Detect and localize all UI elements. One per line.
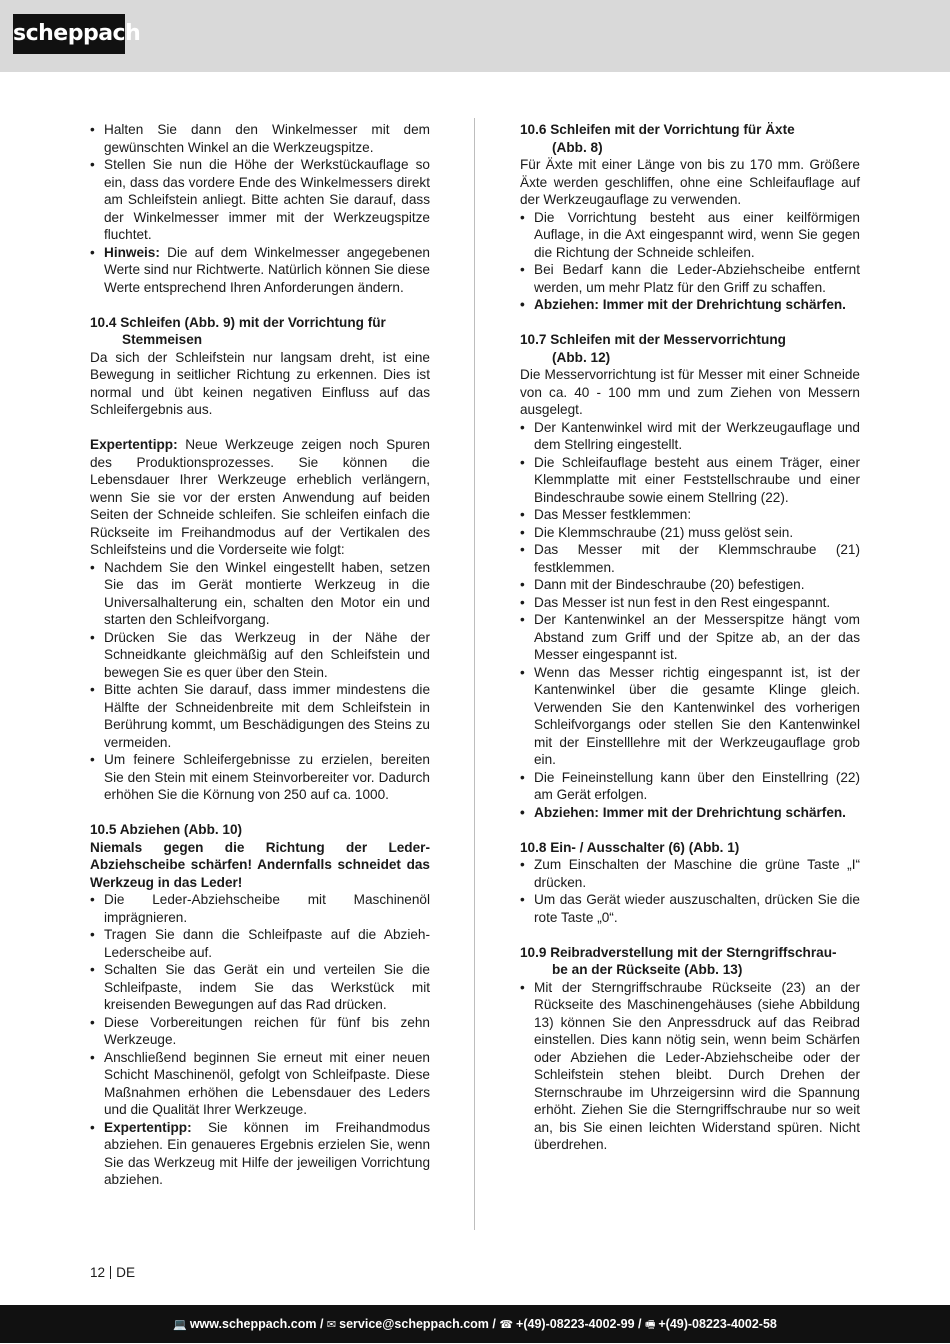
expert-tip: Expertentipp: Neue Werkzeuge zeigen noch Spuren des Produktionsprozesses. Sie können die Lebensdauer Ihrer Werkzeuge erheblich verlängern, wenn Sie sie vor der ersten Anwendung auf beiden Seiten der Schneide schleifen. Sie schleifen einfach die Rückseite im Freihandmodus auf der Vertikalen des Schleifsteins und die Vorderseite wie folgt: — [90, 437, 430, 557]
phone-icon: ☎ — [499, 1318, 514, 1331]
list-item: • Halten Sie dann den Winkelmesser mit dem gewünschten Winkel an die Werkzeugspitze. — [90, 121, 430, 156]
list-item: • Um das Gerät wieder auszuschalten, drücken Sie die rote Taste „0“. — [520, 891, 860, 926]
bullet-list — [520, 856, 860, 926]
list-item: • Mit der Sterngriffschraube Rückseite (23) an der Rückseite des Maschinengehäuses (siehe Abbildung 13) können Sie den Anpressdruck auf das Reibrad einstellen. Dies kann nötig sein, wenn beim Schärfen oder Abziehen die Leder-Abziehscheibe oder der Schleifstein stehen bleibt. Durch Drehen der Sternschraube im Uhrzeigersinn wird die Spannung erhöht. Ziehen Sie die Sterngriffschraube nur so weit an, bis Sie einen leichten Widerstand spüren. Nicht überdrehen. — [520, 979, 860, 1154]
note-label: Hinweis: — [104, 244, 160, 260]
list-item: • Der Kantenwinkel wird mit der Werkzeugauflage und dem Stellring eingestellt. — [520, 419, 860, 454]
footer-fax: +(49)-08223-4002-58 — [658, 1317, 777, 1331]
note-text: Die auf dem Winkelmesser angegebenen Werte sind nur Richtwerte. Natürlich können Sie diese Werte entsprechend Ihren Anforderungen ändern. — [104, 244, 430, 295]
list-item: • Der Kantenwinkel an der Messerspitze hängt vom Abstand zum Griff und der Spitze ab, an der das Messer eingespannt ist. — [520, 611, 860, 664]
list-item: • Stellen Sie nun die Höhe der Werkstückauflage so ein, dass das vordere Ende des Winkelmessers direkt am Schleifstein anliegt. Bitte achten Sie darauf, dass der Winkelmesser immer mit der Werkzeugspitze fluchtet. — [90, 156, 430, 244]
list-item: • Die Leder-Abziehscheibe mit Maschinenöl imprägnieren. — [90, 891, 430, 926]
footer-website[interactable]: www.scheppach.com / — [189, 1317, 324, 1331]
list-item: • Drücken Sie das Werkzeug in der Nähe der Schneidkante gleichmäßig auf den Schleifstein und bewegen Sie es quer über den Stein. — [90, 629, 430, 682]
list-item: • Die Klemmschraube (21) muss gelöst sein. — [520, 524, 860, 542]
list-item: • Die Schleifauflage besteht aus einem Träger, einer Klemmplatte mit einer Feststellschraube und einer Bindeschraube sowie einem Stellring (22). — [520, 454, 860, 507]
warning-text: Niemals gegen die Richtung der Leder-Abziehscheibe schärfen! Andernfalls schneidet das Werkzeug in das Leder! — [90, 839, 430, 890]
list-item — [90, 244, 430, 297]
scheppach-logo: scheppach — [13, 14, 125, 54]
bullet-list — [90, 559, 430, 804]
fax-icon: 🖷 — [644, 1318, 656, 1331]
list-item: • Das Messer ist nun fest in den Rest eingespannt. — [520, 594, 860, 612]
bullet-list — [520, 979, 860, 1154]
list-item: • Die Vorrichtung besteht aus einer keilförmigen Auflage, in die Axt eingespannt wird, wenn Sie gegen die Richtung der Schneide schleifen. — [520, 209, 860, 262]
list-item: • Zum Einschalten der Maschine die grüne Taste „I“ drücken. — [520, 856, 860, 891]
footer-phone: +(49)-08223-4002-99 / — [516, 1317, 642, 1331]
list-item: • Das Messer mit der Klemmschraube (21) festklemmen. — [520, 541, 860, 576]
section-heading-10-8: 10.8 Ein- / Ausschalter (6) (Abb. 1) — [520, 839, 740, 855]
list-item: • Dann mit der Bindeschraube (20) befestigen. — [520, 576, 860, 594]
section-heading-10-4: 10.4 Schleifen (Abb. 9) mit der Vorrichtung für Stemmeisen — [90, 314, 386, 347]
page-number: 12 DE — [90, 1265, 136, 1280]
list-item: • Bei Bedarf kann die Leder-Abziehscheibe entfernt werden, um mehr Platz für den Griff zu schaffen. — [520, 261, 860, 296]
bullet-list — [90, 121, 430, 296]
section-heading-10-5: 10.5 Abziehen (Abb. 10) — [90, 822, 243, 837]
paragraph: Da sich der Schleifstein nur langsam dreht, ist eine Bewegung in seitlicher Richtung zu erkennen. Dies ist normal und übt keinen negativen Einfluss auf das Schleifergebnis aus. — [90, 349, 430, 417]
section-heading-10-6: 10.6 Schleifen mit der Vorrichtung für Äxte (Abb. 8) — [520, 122, 795, 155]
mail-icon: ✉ — [326, 1318, 337, 1331]
list-item: • Abziehen: Immer mit der Drehrichtung schärfen. — [520, 296, 860, 314]
computer-icon: 💻 — [173, 1318, 187, 1331]
list-item: • Schalten Sie das Gerät ein und verteilen Sie die Schleifpaste, indem Sie das Werkstück mit kreisenden Bewegungen auf das Rad drücken. — [90, 961, 430, 1014]
left-column — [90, 121, 430, 1189]
list-item: • Das Messer festklemmen: — [520, 506, 860, 524]
bullet-list — [520, 419, 860, 822]
paragraph: Für Äxte mit einer Länge von bis zu 170 mm. Größere Äxte werden geschliffen, ohne eine Schleifauflage auf der Werkzeugauflage zu verwenden. — [520, 157, 860, 207]
list-item: • Tragen Sie dann die Schleifpaste auf die Abzieh-Lederscheibe auf. — [90, 926, 430, 961]
bullet-list — [90, 891, 430, 1189]
list-item: • Die Feineinstellung kann über den Einstellring (22) am Gerät erfolgen. — [520, 769, 860, 804]
list-item: • Diese Vorbereitungen reichen für fünf bis zehn Werkzeuge. — [90, 1014, 430, 1049]
section-heading-10-7: 10.7 Schleifen mit der Messervorrichtung (Abb. 12) — [520, 332, 786, 365]
list-item: • Bitte achten Sie darauf, dass immer mindestens die Hälfte der Schneidenbreite mit dem Schleifstein in Berührung kommt, um Beschädigungen des Steins zu vermeiden. — [90, 681, 430, 751]
list-item: • Anschließend beginnen Sie erneut mit einer neuen Schicht Maschinenöl, gefolgt von Schleifpaste. Diese Maßnahmen erhöhen die Lebensdauer des Leders und die Qualität Ihrer Werkzeuge. — [90, 1049, 430, 1119]
list-item: • Um feinere Schleifergebnisse zu erzielen, bereiten Sie den Stein mit einem Steinvorbereiter vor. Dadurch erhöhen Sie die Körnung von 250 auf ca. 1000. — [90, 751, 430, 804]
list-item: • Wenn das Messer richtig eingespannt ist, ist der Kantenwinkel über die gesamte Klinge gleich. Verwenden Sie den Kantenwinkel des vorherigen Schleifvorgangs oder stellen Sie den Kantenwinkel mit der Einstelllehre mit der Werkzeugauflage grob ein. — [520, 664, 860, 769]
section-heading-10-9: 10.9 Reibradverstellung mit der Sterngriffschrau- be an der Rückseite (Abb. 13) — [520, 944, 837, 977]
list-item: • Abziehen: Immer mit der Drehrichtung schärfen. — [520, 804, 860, 822]
list-item: • Nachdem Sie den Winkel eingestellt haben, setzen Sie das im Gerät montierte Werkzeug in die Universalhalterung ein, schalten den Motor ein und starten den Schleifvorgang. — [90, 559, 430, 629]
paragraph: Die Messervorrichtung ist für Messer mit einer Schneide von ca. 40 - 100 mm und zum Ziehen von Messern ausgelegt. — [520, 367, 860, 417]
right-column — [520, 121, 860, 1154]
column-divider — [474, 118, 475, 1230]
bullet-list — [520, 209, 860, 314]
page-header — [0, 0, 950, 72]
footer-email[interactable]: service@scheppach.com / — [339, 1317, 496, 1331]
page-footer — [0, 1305, 950, 1343]
list-item: • Expertentipp: Sie können im Freihandmodus abziehen. Ein genaueres Ergebnis erzielen Sie, wenn Sie das Werkzeug mit Hilfe der jeweiligen Vorrichtung abziehen. — [90, 1119, 430, 1189]
